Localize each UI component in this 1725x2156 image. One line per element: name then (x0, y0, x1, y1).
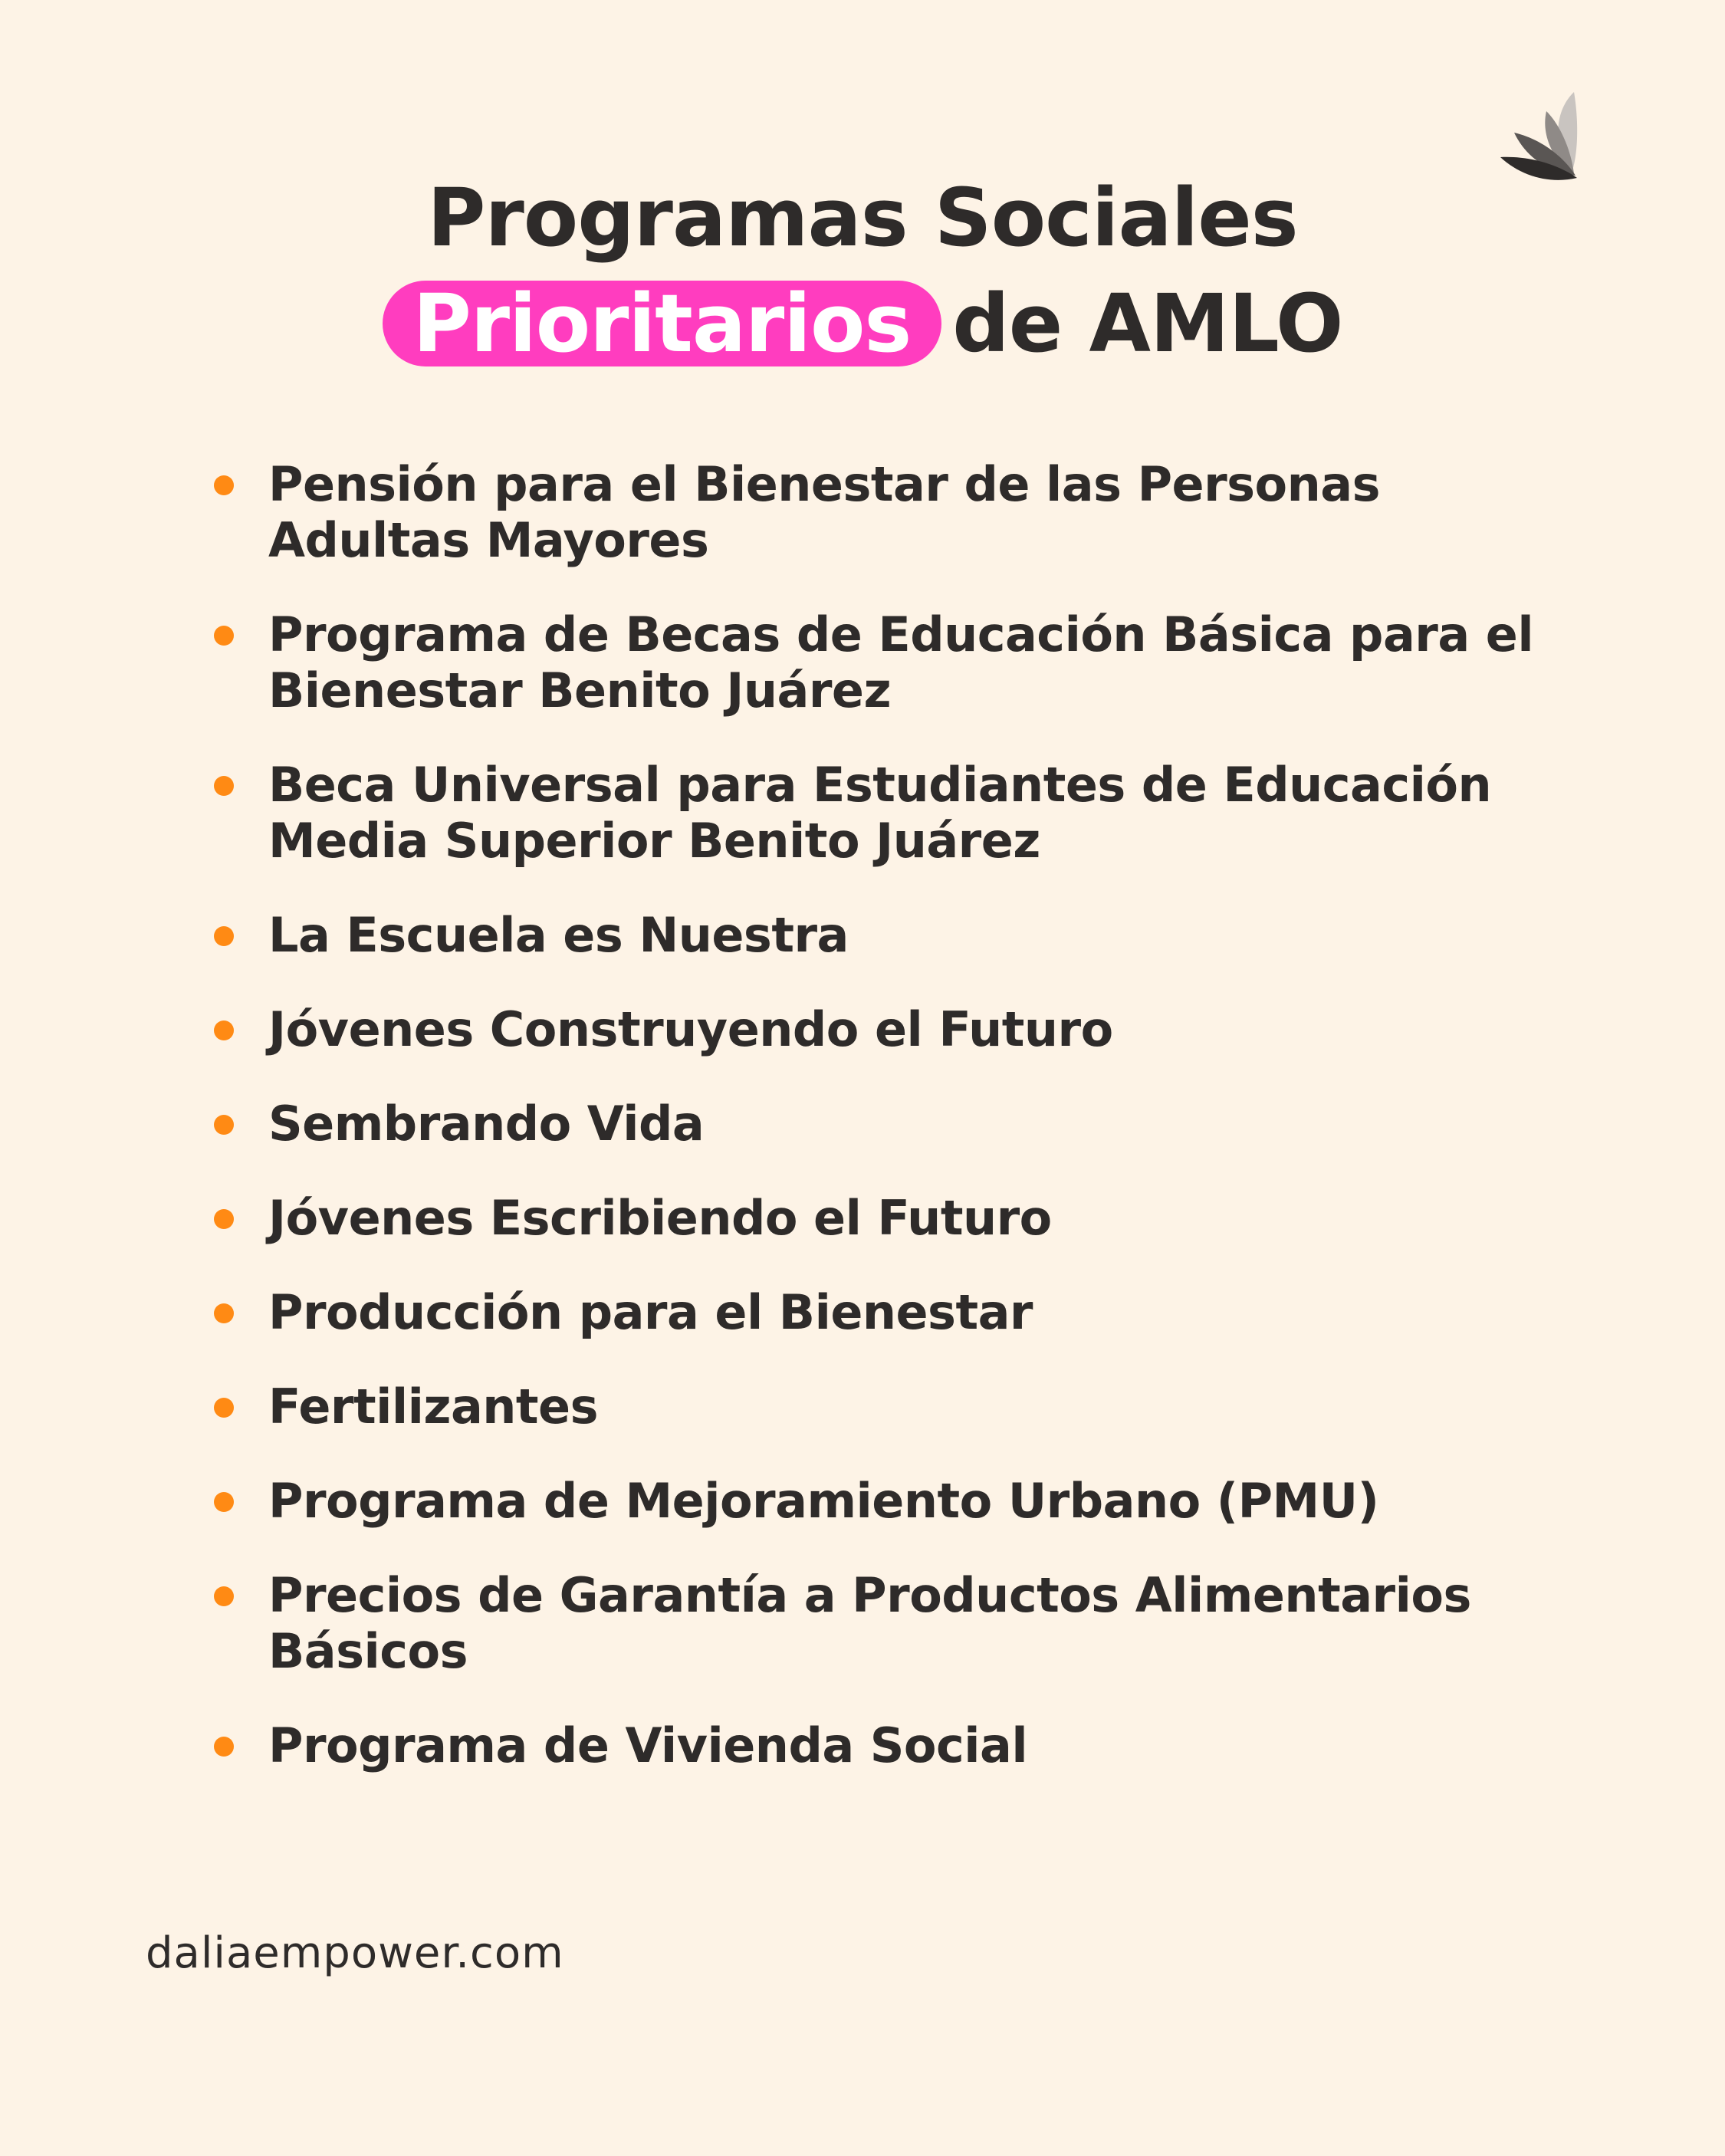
bullet-dot-icon (214, 1020, 234, 1040)
program-label: Pensión para el Bienestar de las Personas Adultas Mayores (268, 456, 1381, 568)
list-item (207, 456, 1556, 568)
program-label: Programa de Mejoramiento Urbano (PMU) (268, 1473, 1379, 1529)
program-label: La Escuela es Nuestra (268, 907, 849, 963)
program-label: Jóvenes Construyendo el Futuro (268, 1001, 1113, 1057)
list-item (207, 1473, 1556, 1529)
list-item (207, 1379, 1556, 1435)
bullet-dot-icon (214, 1398, 234, 1418)
bullet-dot-icon (214, 1115, 234, 1135)
program-label: Producción para el Bienestar (268, 1284, 1033, 1340)
list-item (207, 907, 1556, 963)
list-item (207, 606, 1556, 718)
program-label: Fertilizantes (268, 1379, 599, 1435)
bullet-dot-icon (214, 1492, 234, 1512)
bullet-dot-icon (214, 475, 234, 495)
program-label: Programa de Becas de Educación Básica para el Bienestar Benito Juárez (268, 606, 1534, 718)
title-line-1: Programas Sociales (427, 171, 1298, 265)
program-label: Beca Universal para Estudiantes de Educación Media Superior Benito Juárez (268, 757, 1492, 869)
list-item (207, 1567, 1556, 1679)
title-line-2-rest: de AMLO (952, 277, 1343, 370)
program-label: Sembrando Vida (268, 1096, 705, 1152)
list-item (207, 1001, 1556, 1057)
list-item (207, 1190, 1556, 1246)
bullet-dot-icon (214, 1737, 234, 1757)
bullet-dot-icon (214, 1303, 234, 1323)
list-item (207, 1284, 1556, 1340)
list-item (207, 1096, 1556, 1152)
bullet-dot-icon (214, 1209, 234, 1229)
bullet-dot-icon (214, 776, 234, 796)
list-item (207, 757, 1556, 869)
website-url[interactable]: daliaempower.com (146, 1928, 564, 1978)
bullet-dot-icon (214, 1586, 234, 1606)
program-label: Jóvenes Escribiendo el Futuro (268, 1190, 1052, 1246)
title-line-2 (0, 271, 1725, 376)
bullet-dot-icon (214, 926, 234, 946)
program-label: Programa de Vivienda Social (268, 1717, 1028, 1773)
list-item (207, 1717, 1556, 1773)
title-highlight: Prioritarios (383, 281, 942, 366)
program-label: Precios de Garantía a Productos Alimentarios Básicos (268, 1567, 1471, 1679)
programs-list (207, 456, 1556, 1812)
bullet-dot-icon (214, 626, 234, 646)
page-title (0, 165, 1725, 376)
